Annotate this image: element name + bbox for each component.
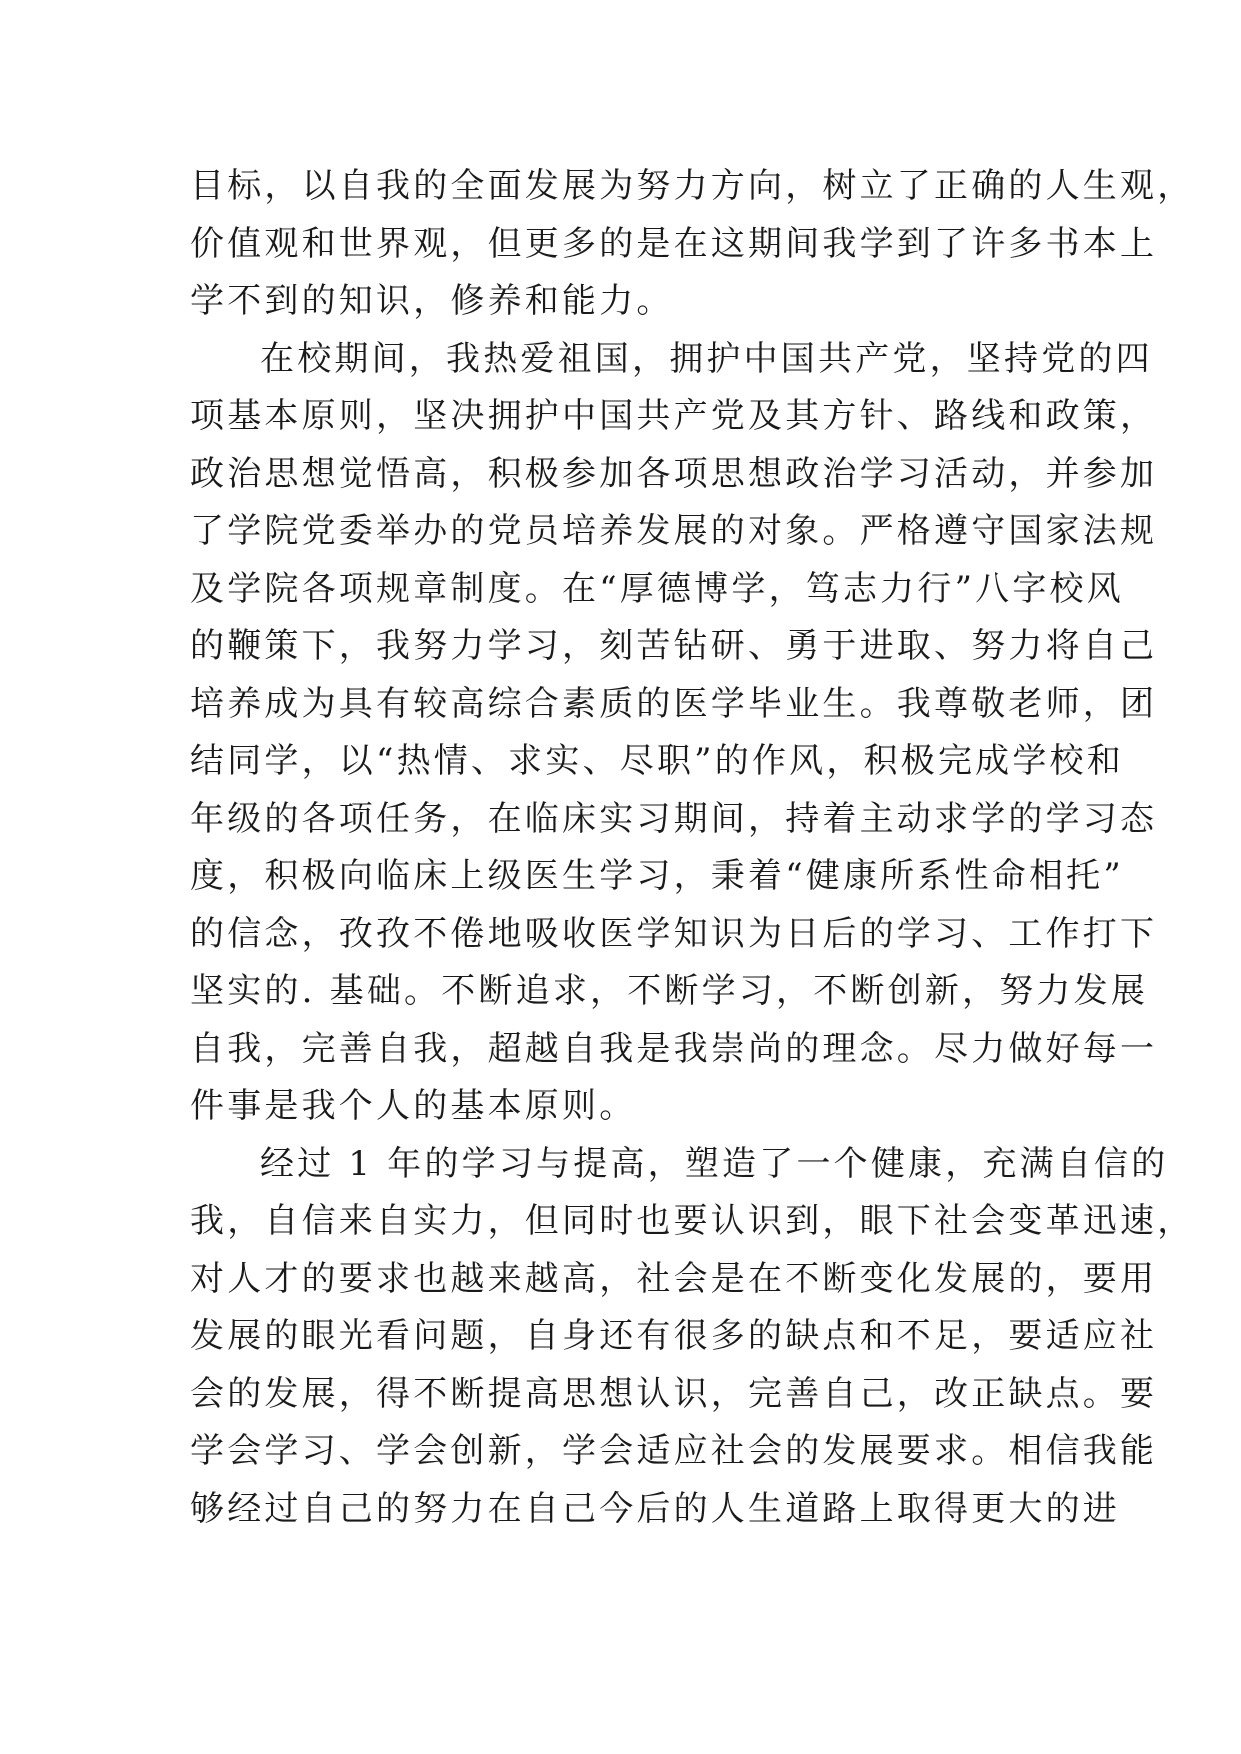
text-line: 政治思想觉悟高，积极参加各项思想政治学习活动，并参加 bbox=[190, 453, 1158, 494]
text-line: 够经过自己的努力在自己今后的人生道路上取得更大的进 bbox=[190, 1488, 1120, 1529]
text-line: 培养成为具有较高综合素质的医学毕业生。我尊敬老师，团 bbox=[190, 683, 1158, 724]
text-line: 件事是我个人的基本原则。 bbox=[190, 1086, 637, 1126]
document-body bbox=[190, 158, 1195, 1538]
text-line: 经过 1 年的学习与提高，塑造了一个健康，充满自信的 bbox=[260, 1143, 1169, 1184]
text-line: 价值观和世界观，但更多的是在这期间我学到了许多书本上 bbox=[190, 223, 1158, 264]
text-line: 会的发展，得不断提高思想认识，完善自己，改正缺点。要 bbox=[190, 1373, 1158, 1414]
text-line: 在校期间，我热爱祖国，拥护中国共产党，坚持党的四 bbox=[260, 338, 1153, 379]
text-line: 我，自信来自实力，但同时也要认识到，眼下社会变革迅速， bbox=[190, 1201, 1195, 1241]
text-line: 坚实的. 基础。不断追求，不断学习，不断创新，努力发展 bbox=[190, 971, 1149, 1011]
text-line: 学不到的知识，修养和能力。 bbox=[190, 281, 674, 321]
text-line: 了学院党委举办的党员培养发展的对象。严格遵守国家法规 bbox=[190, 511, 1158, 551]
text-line: 项基本原则，坚决拥护中国共产党及其方针、路线和政策， bbox=[190, 396, 1158, 436]
paragraph-2 bbox=[190, 331, 1158, 1136]
paragraph-1 bbox=[190, 158, 1195, 331]
text-line: 自我，完善自我，超越自我是我崇尚的理念。尽力做好每一 bbox=[190, 1028, 1158, 1069]
text-line: 度，积极向临床上级医生学习，秉着“健康所系性命相托” bbox=[190, 856, 1124, 896]
text-line: 目标，以自我的全面发展为努力方向，树立了正确的人生观， bbox=[190, 166, 1195, 206]
text-line: 及学院各项规章制度。在“厚德博学，笃志力行”八字校风 bbox=[190, 568, 1124, 609]
text-line: 学会学习、学会创新，学会适应社会的发展要求。相信我能 bbox=[190, 1431, 1158, 1471]
paragraph-3 bbox=[190, 1136, 1195, 1539]
text-line: 年级的各项任务，在临床实习期间，持着主动求学的学习态 bbox=[190, 798, 1158, 839]
text-line: 的鞭策下，我努力学习，刻苦钻研、勇于进取、努力将自己 bbox=[190, 626, 1158, 666]
text-line: 结同学，以“热情、求实、尽职”的作风，积极完成学校和 bbox=[190, 741, 1124, 781]
text-line: 发展的眼光看问题，自身还有很多的缺点和不足，要适应社 bbox=[190, 1316, 1158, 1356]
text-line: 的信念，孜孜不倦地吸收医学知识为日后的学习、工作打下 bbox=[190, 913, 1158, 954]
text-line: 对人才的要求也越来越高，社会是在不断变化发展的，要用 bbox=[190, 1258, 1158, 1299]
